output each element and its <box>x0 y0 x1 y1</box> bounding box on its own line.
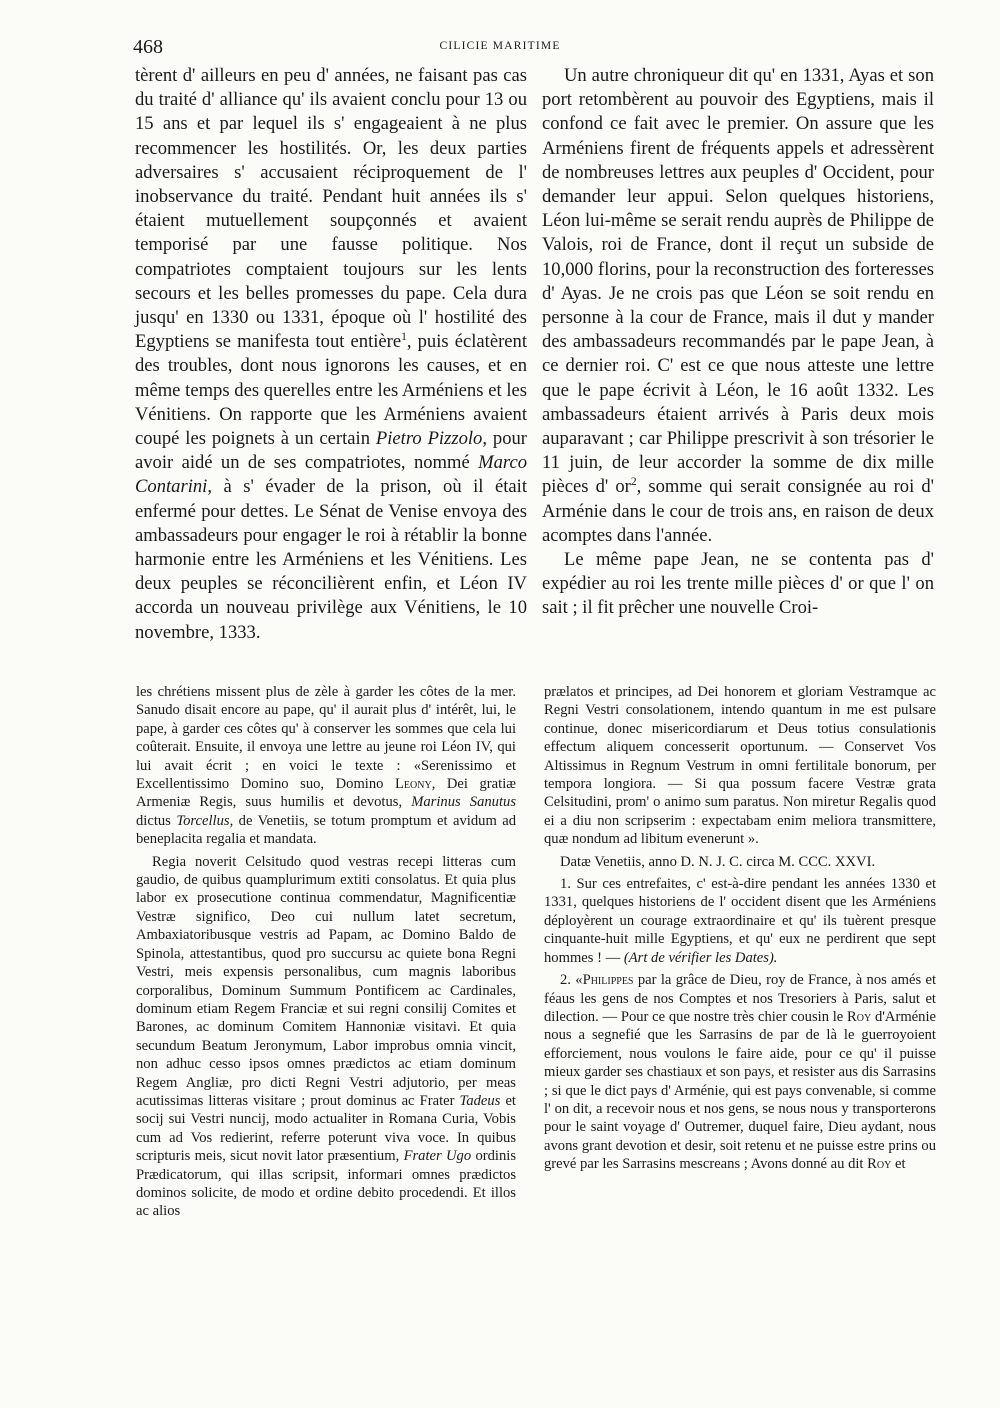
footnote-paragraph: prælatos et principes, ad Dei honorem et gloriam Vestramque ac Regni Vestri consolationem, intendo quantum in me est pulsare continue, donec misericordiarum et Deus totius consulationis effectum aliquem concesserit oportunum. — Conservet Vos Altissimus in Regnum Vestrum in omni fertilitale bonorum, per tempora longiora. — Si qua possum facere Vestræ grata Celsitudini, prom' o animo sum paratus. Non miretur Regalis quod ei a diu non scripserim : expectabam enim meliora transmittere, quæ nondum ad libitum evenerunt ». <box>544 684 936 848</box>
footnote-ref-1: 1 <box>401 331 407 344</box>
footnote-2: 2. «Philippes par la grâce de Dieu, roy de France, à nos amés et féaus les gens de nos Comptes et nos Tresoriers à Paris, salut et dilection. — Pour ce que nostre très chier cousin le Roy d'Arménie nous a segnefié que les Sarrasins de par de là le guerroyoient efforciement, nous voulons le faire aide, pour ce qu' il puisse mieux garder ses chastiaux et son pays, et resister aus dis Sarrasins ; si que le dict pays d' Arménie, qui est pays convenable, si comme l' on dit, a recevoir nous et nos gens, se nous nous y transporterons pour le saint voyage d' Outremer, duquel faire, Dieu aydant, nous avons grant devotion et desir, soit retenu et ne puisse estre prins ou grevé par les Sarrasins mescreans ; Avons donné au dit Roy et <box>544 972 936 1173</box>
footnote-1: 1. Sur ces entrefaites, c' est-à-dire pendant les années 1330 et 1331, quelques historiens de l' occident disent que les Arméniens déployèrent un courage extraordinaire et qu' ils tuèrent presque cinquante-huit mille Egyptiens, et qu' eux ne perdirent que sept hommes ! — (Art de vérifier les Dates). <box>544 876 936 966</box>
footnote-paragraph: les chrétiens missent plus de zèle à garder les côtes de la mer. Sanudo disait encore au pape, qu' il aurait plus d' intérêt, lui, le pape, à garder ces côtes qu' à conserver les sommes que cela lui coûterait. Ensuite, il envoya une lettre au jeune roi Léon IV, qui lui avait écrit ; en voici le texte : «Serenissimo et Excellentissimo Domino suo, Domino Leony, Dei gratiæ Armeniæ Regis, suus humilis et devotus, Marinus Sanutus dictus Torcellus, de Venetiis, se totum promptum et avidum ad beneplacita regalia et mandata. <box>136 684 517 848</box>
main-paragraph: Un autre chroniqueur dit qu' en 1331, Ayas et son port retombèrent au pouvoir des Egyptiens, mais il confond ce fait avec le premier. On assure que les Arméniens firent de fréquents appels et adressèrent de nombreuses lettres aux peuples d' Occident, pour demander leur appui. Selon quelques historiens, Léon lui-même se serait rendu auprès de Philippe de Valois, roi de France, dont il reçut un subside de 10,000 florins, pour la reconstruction des forteresses d' Ayas. Je ne crois pas que Léon se soit rendu en personne à la cour de France, mais il dut y mander des ambassadeurs recommandés par le pape Jean, à ce dernier roi. C' est ce que nous atteste une lettre que le pape écrivit à Léon, le 16 août 1332. Les ambassadeurs étaient arrivés à Paris deux mois auparavant ; car Philippe prescrivit à son trésorier le 11 juin, de leur accorder la somme de dix mille pièces d' $or^2$, somme qui serait consignée au roi d' Arménie dans le cour de trois ans, en raison de deux acomptes dans l'année. <box>542 65 934 546</box>
main-paragraph: tèrent d' ailleurs en peu d' années, ne faisant pas cas du traité d' alliance qu' ils avaient conclu pour 13 ou 15 ans et par lequel ils s' engageaient à ne plus recommencer les hostilités. Or, les deux parties adversaires s' accusaient réciproquement de l' inobservance du traité. Pendant huit années ils s' étaient mutuellement soupçonnés et avaient temporisé par une fausse politique. Nos compatriotes comptaient toujours sur les lents secours et les belles promesses du pape. Cela dura jusqu' en 1330 ou 1331, époque où l' hostilité des Egyptiens se manifesta tout entière$^1$, puis éclatèrent des troubles, dont nous ignorons les causes, et en même temps des querelles entre les Arméniens et les Vénitiens. On rapporte que les Arméniens avaient coupé les poignets à un certain Pietro Pizzolo, pour avoir aidé un de ses compatriotes, nommé Marco Contarini, à s' évader de la prison, où il était enfermé pour dettes. Le Sénat de Venise envoya des ambassadeurs pour engager le roi à rétablir la bonne harmonie entre les Arméniens et les Vénitiens. Les deux peuples se réconcilièrent enfin, et Léon IV accorda un nouveau privilège aux Vénitiens, le 10 novembre, 1333. <box>135 65 527 643</box>
main-text-right-column <box>542 64 934 621</box>
main-text-left-column <box>135 64 527 645</box>
footnotes-left-column <box>136 683 516 1225</box>
name-pietro-pizzolo: Pietro Pizzolo <box>375 428 483 450</box>
footnote-dateline: Datæ Venetiis, anno D. N. J. C. circa M. CCC. XXVI. <box>560 853 876 870</box>
main-paragraph: Le même pape Jean, ne se contenta pas d' expédier au roi les trente mille pièces d' or que l' on sait ; il fit prêcher une nouvelle Croi- <box>542 549 934 619</box>
page-number: 468 <box>133 36 163 58</box>
footnotes-right-column <box>544 683 936 1178</box>
running-title: CILICIE MARITIME <box>439 40 561 52</box>
footnote-paragraph: Regia noverit Celsitudo quod vestras recepi litteras cum gaudio, de quibus quamplurimum extiti consolatus. Et quia plus labor ex prosecutione continua commendatur, Magnificentiæ Vestræ significo, Deo cui nullum latet secretum, Ambaxiatoribusque vestris ad Papam, ac Domino Baldo de Spinola, attestantibus, quod pro succursu ac quiete bona Regni Vestri, meis expensis personalibus, cum magnis laboribus corporalibus, Dominum Summum Pontificem ac Cardinales, dominum etiam Regem Franciæ et sui regni consilij Comites et Barones, ac dominum Comitem Hannoniæ visitavi. Et quia secundum Beatum Jeronymum, Labor improbus omnia vincit, non adhuc cesso ipsos omnes prædictos ac etiam dominum Regem Angliæ, pro dicti Regni Vestri adjutorio, per meas acutissimas litteras visitare ; prout dominus ac Frater Tadeus et socij sui Vestri nuncij, modo actualiter in Romana Curia, Vobis cum ad Vos redierint, referre poterunt viva voce. In quibus scripturis meis, sicut novit lator præsentium, Frater Ugo ordinis Prædicatorum, qui illas scripsit, informari omnes prædictos dominos solicite, de modo et ordine debito procedendi. Et illos ac alios <box>136 853 517 1220</box>
name-marco-contarini: Marco Contarini <box>135 452 527 498</box>
footnote-ref-2: 2 <box>630 476 637 489</box>
